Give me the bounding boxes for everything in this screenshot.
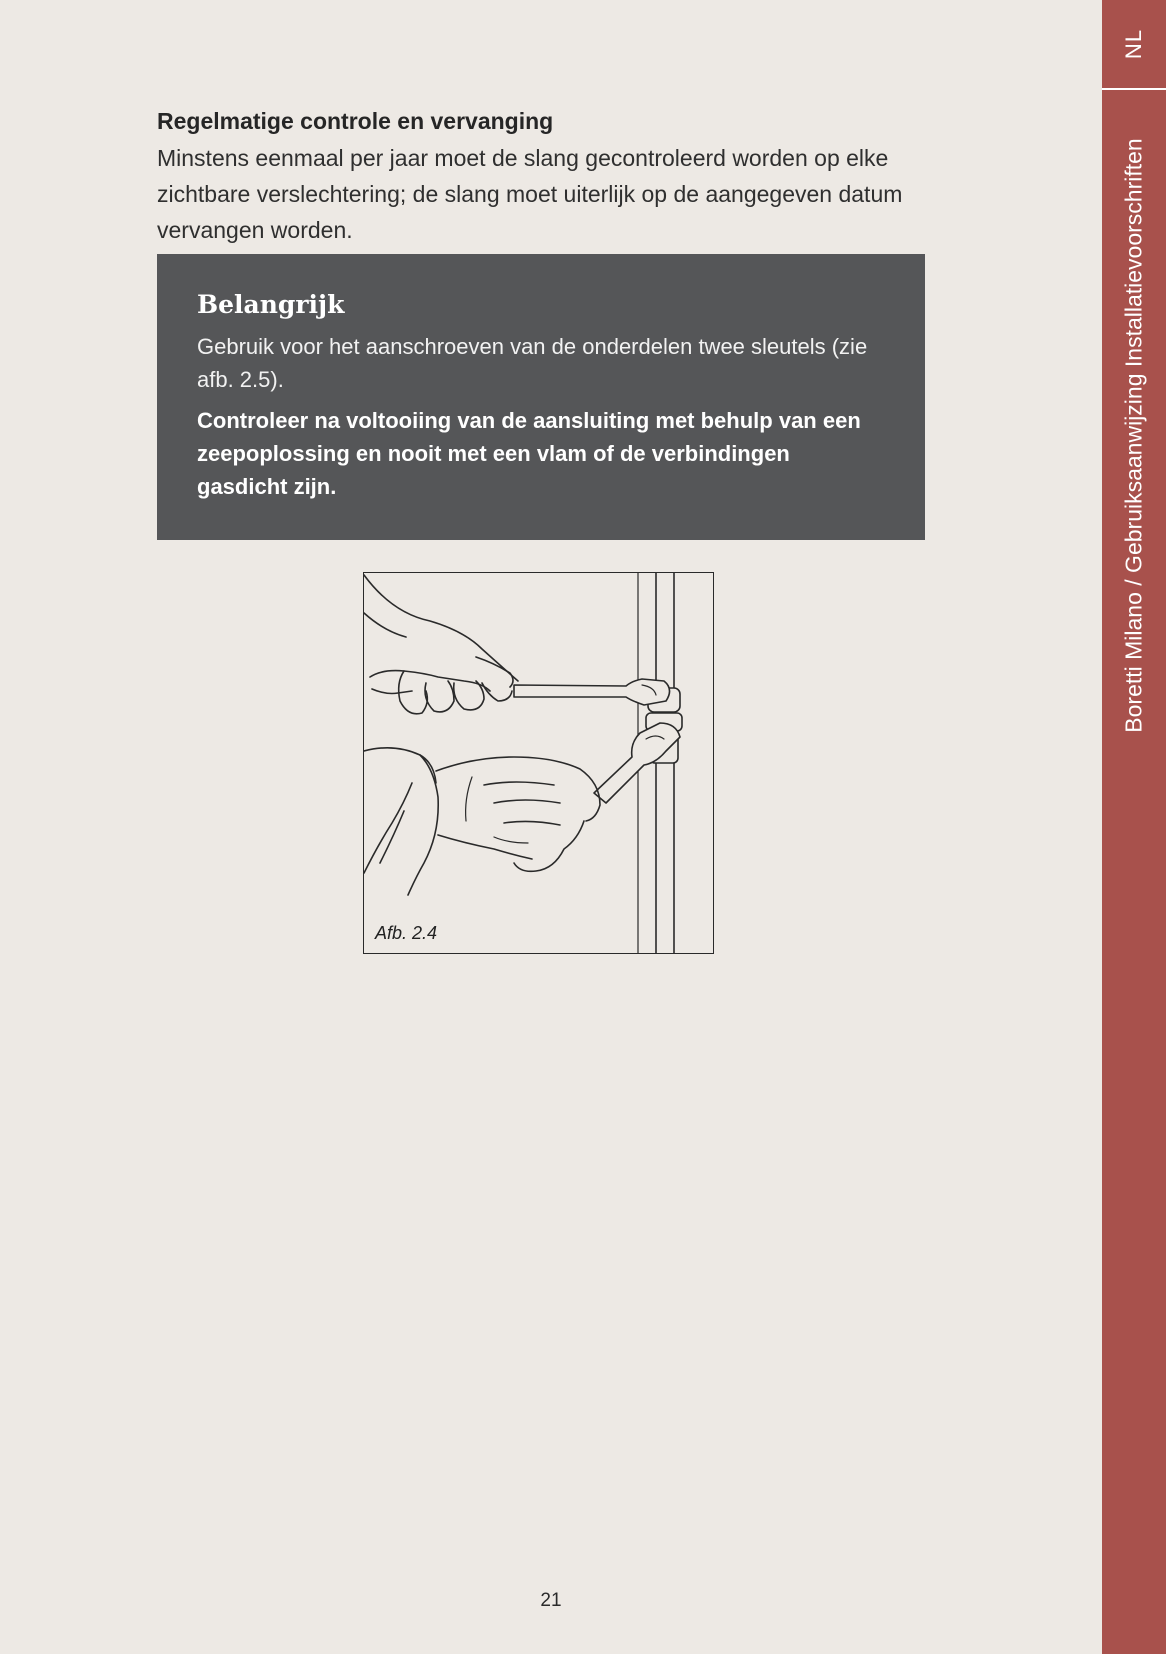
section-heading: Regelmatige controle en vervanging <box>157 108 554 134</box>
sidebar-divider <box>1102 88 1166 90</box>
notice-title: Belangrijk <box>197 290 345 319</box>
page-number: 21 <box>540 1590 562 1611</box>
sidebar-title: Boretti Milano / Gebruiksaanwijzing Installatievoorschriften <box>1120 137 1147 733</box>
notice-warning-text: Controleer na voltooiing van de aansluiting met behulp van een zeepoplossing en nooit met een vlam of de verbindingen gasdicht zijn. <box>197 408 861 499</box>
language-tab <box>1102 0 1166 88</box>
figure-caption: Afb. 2.4 <box>375 923 438 943</box>
figure-frame <box>363 572 714 954</box>
sidebar-title-wrap <box>1102 100 1166 770</box>
two-wrenches-on-pipe-icon <box>364 573 714 954</box>
main-content <box>157 104 977 248</box>
section-body: Minstens eenmaal per jaar moet de slang gecontroleerd worden op elke zichtbare verslechtering; de slang moet uiterlijk op de aangegeven datum vervangen worden. <box>157 145 903 243</box>
language-label: NL <box>1121 28 1146 60</box>
sidebar <box>1102 0 1166 1654</box>
notice-text: Gebruik voor het aanschroeven van de onderdelen twee sleutels (zie afb. 2.5). <box>197 334 868 392</box>
notice-box <box>157 254 925 540</box>
